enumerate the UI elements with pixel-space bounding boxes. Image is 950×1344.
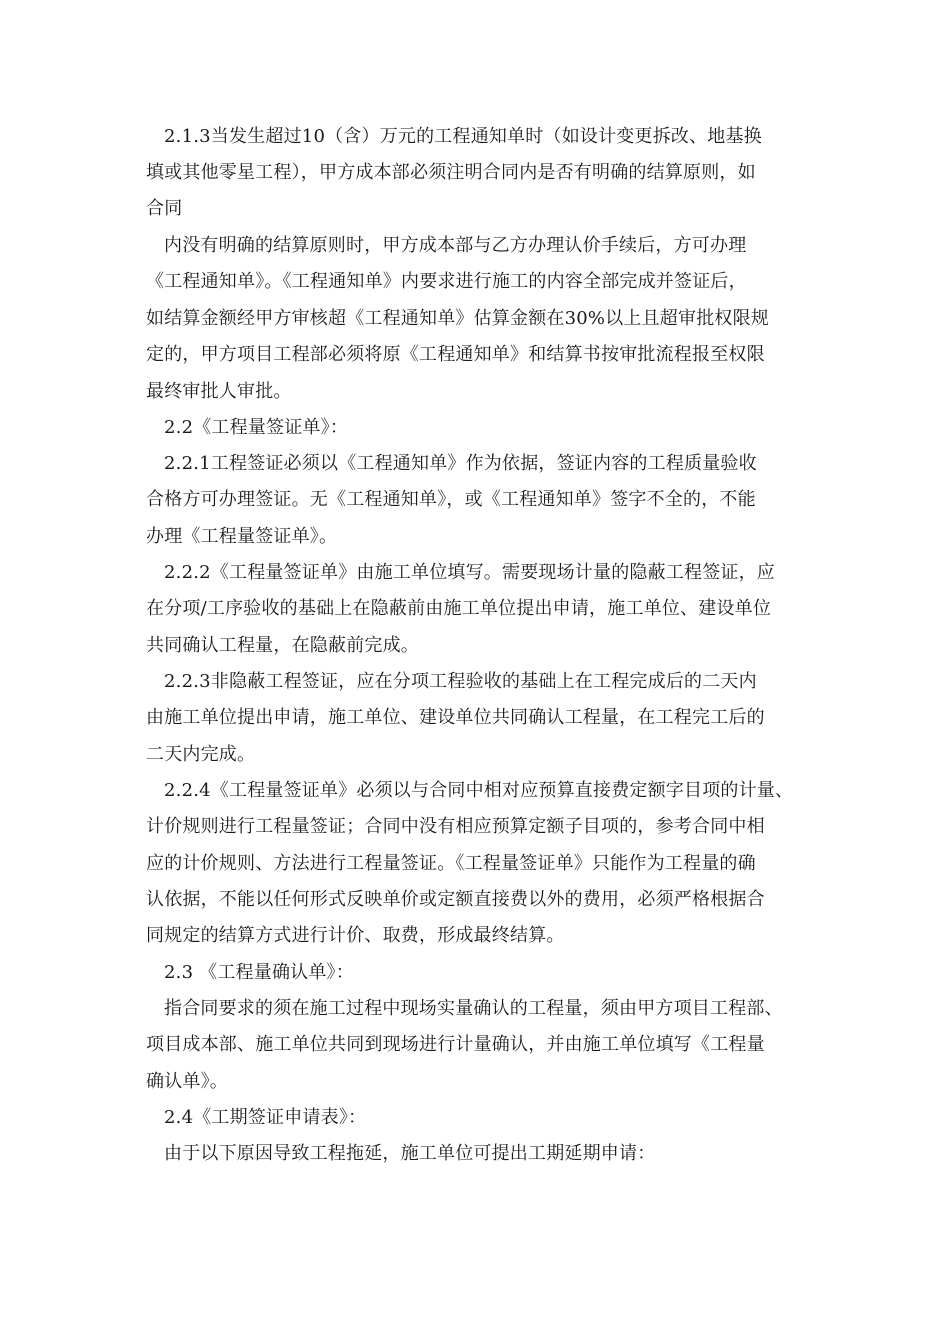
text-line: 二天内完成。 <box>146 744 256 765</box>
text-line: 项目成本部、施工单位共同到现场进行计量确认，并由施工单位填写《工程量 <box>146 1034 765 1055</box>
text-line: 由施工单位提出申请，施工单位、建设单位共同确认工程量，在工程完工后的 <box>146 707 765 728</box>
text-line: 在分项/工序验收的基础上在隐蔽前由施工单位提出申请，施工单位、建设单位 <box>146 598 772 619</box>
text-line: 办理《工程量签证单》。 <box>146 526 338 547</box>
text-line: 如结算金额经甲方审核超《工程通知单》估算金额在30%以上且超审批权限规 <box>146 308 770 329</box>
text-line: 应的计价规则、方法进行工程量签证。《工程量签证单》只能作为工程量的确 <box>146 853 756 874</box>
text-line: 共同确认工程量，在隐蔽前完成。 <box>146 635 419 656</box>
text-line: 2.2.3非隐蔽工程签证，应在分项工程验收的基础上在工程完成后的二天内 <box>164 671 757 692</box>
text-line: 指合同要求的须在施工过程中现场实量确认的工程量，须由甲方项目工程部、 <box>164 998 783 1019</box>
section-heading: 2.3 《工程量确认单》： <box>164 962 354 983</box>
text-line: 合格方可办理签证。无《工程通知单》，或《工程通知单》签字不全的，不能 <box>146 489 756 510</box>
text-line: 合同 <box>146 198 183 219</box>
text-line: 计价规则进行工程量签证；合同中没有相应预算定额子目项的，参考合同中相 <box>146 816 765 837</box>
text-line: 最终审批人审批。 <box>146 381 292 402</box>
text-line: 2.1.3当发生超过10（含）万元的工程通知单时（如设计变更拆改、地基换 <box>164 126 762 147</box>
text-line: 内没有明确的结算原则时，甲方成本部与乙方办理认价手续后，方可办理 <box>164 235 747 256</box>
section-heading: 2.2《工程量签证单》： <box>164 417 349 438</box>
text-line: 同规定的结算方式进行计价、取费，形成最终结算。 <box>146 925 565 946</box>
text-line: 《工程通知单》。《工程通知单》内要求进行施工的内容全部完成并签证后， <box>146 271 747 292</box>
text-line: 确认单》。 <box>146 1071 228 1092</box>
text-line: 由于以下原因导致工程拖延，施工单位可提出工期延期申请： <box>164 1143 656 1164</box>
text-line: 认依据，不能以任何形式反映单价或定额直接费以外的费用，必须严格根据合 <box>146 889 765 910</box>
text-line: 填或其他零星工程），甲方成本部必须注明合同内是否有明确的结算原则，如 <box>146 162 756 183</box>
text-line: 2.2.4《工程量签证单》必须以与合同中相对应预算直接费定额字目项的计量、 <box>164 780 794 801</box>
section-heading: 2.4《工期签证申请表》： <box>164 1107 367 1128</box>
text-line: 2.2.1工程签证必须以《工程通知单》作为依据，签证内容的工程质量验收 <box>164 453 757 474</box>
text-line: 2.2.2《工程量签证单》由施工单位填写。需要现场计量的隐蔽工程签证，应 <box>164 562 775 583</box>
text-line: 定的，甲方项目工程部必须将原《工程通知单》和结算书按审批流程报至权限 <box>146 344 765 365</box>
